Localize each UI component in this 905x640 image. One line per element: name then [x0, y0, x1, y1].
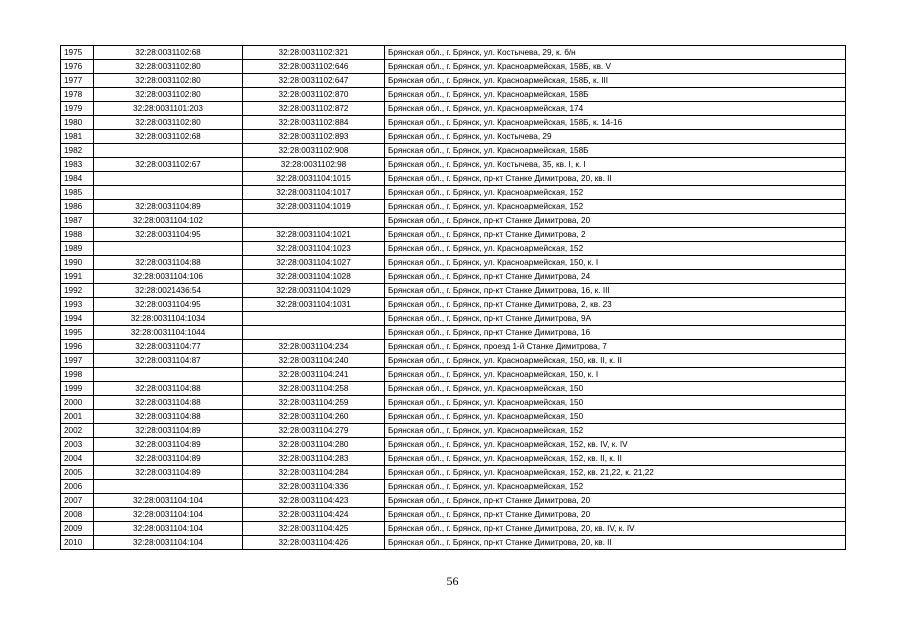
row-number-cell: 2000	[61, 396, 94, 410]
land-plot-number-cell: 32:28:0031104:89	[94, 438, 243, 452]
address-cell: Брянская обл., г. Брянск, ул. Красноармейская, 158Б, к. III	[385, 74, 846, 88]
row-number-cell: 1980	[61, 116, 94, 130]
object-number-cell: 32:28:0031102:908	[243, 144, 385, 158]
table-row	[61, 228, 846, 242]
land-plot-number-cell	[94, 144, 243, 158]
object-number-cell: 32:28:0031104:234	[243, 340, 385, 354]
land-plot-number-cell: 32:28:0031104:88	[94, 396, 243, 410]
object-number-cell: 32:28:0031104:336	[243, 480, 385, 494]
row-number-cell: 1995	[61, 326, 94, 340]
address-cell: Брянская обл., г. Брянск, ул. Красноармейская, 158Б, кв. V	[385, 60, 846, 74]
address-cell: Брянская обл., г. Брянск, ул. Костычева, 29	[385, 130, 846, 144]
row-number-cell: 1988	[61, 228, 94, 242]
table-row	[61, 396, 846, 410]
land-plot-number-cell: 32:28:0031104:102	[94, 214, 243, 228]
address-cell: Брянская обл., г. Брянск, пр-кт Станке Димитрова, 20	[385, 494, 846, 508]
address-cell: Брянская обл., г. Брянск, пр-кт Станке Димитрова, 16	[385, 326, 846, 340]
address-cell: Брянская обл., г. Брянск, ул. Красноармейская, 158Б	[385, 88, 846, 102]
object-number-cell: 32:28:0031102:870	[243, 88, 385, 102]
address-cell: Брянская обл., г. Брянск, ул. Костычева, 35, кв. I, к. I	[385, 158, 846, 172]
row-number-cell: 2007	[61, 494, 94, 508]
table-row	[61, 326, 846, 340]
address-cell: Брянская обл., г. Брянск, ул. Красноармейская, 152, кв. IV, к. IV	[385, 438, 846, 452]
land-plot-number-cell: 32:28:0031104:77	[94, 340, 243, 354]
object-number-cell: 32:28:0031104:240	[243, 354, 385, 368]
row-number-cell: 2006	[61, 480, 94, 494]
table-row	[61, 368, 846, 382]
object-number-cell	[243, 312, 385, 326]
table-row	[61, 60, 846, 74]
row-number-cell: 1992	[61, 284, 94, 298]
row-number-cell: 1979	[61, 102, 94, 116]
row-number-cell: 1996	[61, 340, 94, 354]
table-row	[61, 46, 846, 60]
land-plot-number-cell: 32:28:0031104:106	[94, 270, 243, 284]
object-number-cell: 32:28:0031104:425	[243, 522, 385, 536]
land-plot-number-cell: 32:28:0031104:1044	[94, 326, 243, 340]
address-cell: Брянская обл., г. Брянск, ул. Красноармейская, 152, кв. 21,22, к. 21,22	[385, 466, 846, 480]
object-number-cell: 32:28:0031104:1015	[243, 172, 385, 186]
land-plot-number-cell: 32:28:0031104:104	[94, 494, 243, 508]
object-number-cell: 32:28:0031102:646	[243, 60, 385, 74]
object-number-cell: 32:28:0031104:1029	[243, 284, 385, 298]
land-plot-number-cell: 32:28:0031104:104	[94, 508, 243, 522]
row-number-cell: 1981	[61, 130, 94, 144]
object-number-cell: 32:28:0031104:1021	[243, 228, 385, 242]
table-row	[61, 494, 846, 508]
table-row	[61, 88, 846, 102]
object-number-cell: 32:28:0031104:426	[243, 536, 385, 550]
address-cell: Брянская обл., г. Брянск, ул. Красноармейская, 150, кв. II, к. II	[385, 354, 846, 368]
table-row	[61, 256, 846, 270]
address-cell: Брянская обл., г. Брянск, пр-кт Станке Димитрова, 20, кв. IV, к. IV	[385, 522, 846, 536]
object-number-cell: 32:28:0031104:258	[243, 382, 385, 396]
land-plot-number-cell: 32:28:0031104:104	[94, 522, 243, 536]
address-cell: Брянская обл., г. Брянск, ул. Красноармейская, 152	[385, 480, 846, 494]
land-plot-number-cell: 32:28:0021436:54	[94, 284, 243, 298]
cadastral-table	[60, 45, 846, 550]
land-plot-number-cell: 32:28:0031102:68	[94, 46, 243, 60]
land-plot-number-cell: 32:28:0031102:67	[94, 158, 243, 172]
address-cell: Брянская обл., г. Брянск, ул. Костычева, 29, к. б/н	[385, 46, 846, 60]
table-row	[61, 214, 846, 228]
object-number-cell: 32:28:0031104:260	[243, 410, 385, 424]
row-number-cell: 1984	[61, 172, 94, 186]
address-cell: Брянская обл., г. Брянск, ул. Красноармейская, 174	[385, 102, 846, 116]
object-number-cell: 32:28:0031104:1027	[243, 256, 385, 270]
address-cell: Брянская обл., г. Брянск, ул. Красноармейская, 150, к. I	[385, 256, 846, 270]
object-number-cell	[243, 326, 385, 340]
table-row	[61, 466, 846, 480]
land-plot-number-cell: 32:28:0031104:95	[94, 298, 243, 312]
row-number-cell: 1991	[61, 270, 94, 284]
address-cell: Брянская обл., г. Брянск, ул. Красноармейская, 158Б, к. 14-16	[385, 116, 846, 130]
address-cell: Брянская обл., г. Брянск, ул. Красноармейская, 150, к. I	[385, 368, 846, 382]
row-number-cell: 1993	[61, 298, 94, 312]
object-number-cell: 32:28:0031104:1023	[243, 242, 385, 256]
table-row	[61, 270, 846, 284]
table-row	[61, 186, 846, 200]
object-number-cell: 32:28:0031102:98	[243, 158, 385, 172]
row-number-cell: 1983	[61, 158, 94, 172]
address-cell: Брянская обл., г. Брянск, пр-кт Станке Димитрова, 9А	[385, 312, 846, 326]
table-row	[61, 452, 846, 466]
land-plot-number-cell: 32:28:0031102:80	[94, 88, 243, 102]
address-cell: Брянская обл., г. Брянск, ул. Красноармейская, 150	[385, 396, 846, 410]
table-row	[61, 536, 846, 550]
table-row	[61, 116, 846, 130]
object-number-cell: 32:28:0031104:1031	[243, 298, 385, 312]
land-plot-number-cell: 32:28:0031102:80	[94, 116, 243, 130]
row-number-cell: 1990	[61, 256, 94, 270]
land-plot-number-cell	[94, 172, 243, 186]
row-number-cell: 1978	[61, 88, 94, 102]
land-plot-number-cell	[94, 242, 243, 256]
address-cell: Брянская обл., г. Брянск, ул. Красноармейская, 152, кв. II, к. II	[385, 452, 846, 466]
object-number-cell: 32:28:0031104:1019	[243, 200, 385, 214]
object-number-cell: 32:28:0031102:647	[243, 74, 385, 88]
land-plot-number-cell: 32:28:0031104:87	[94, 354, 243, 368]
row-number-cell: 1982	[61, 144, 94, 158]
land-plot-number-cell: 32:28:0031104:104	[94, 536, 243, 550]
object-number-cell	[243, 214, 385, 228]
land-plot-number-cell: 32:28:0031104:1034	[94, 312, 243, 326]
object-number-cell: 32:28:0031104:424	[243, 508, 385, 522]
table-row	[61, 382, 846, 396]
land-plot-number-cell	[94, 186, 243, 200]
table-row	[61, 340, 846, 354]
land-plot-number-cell: 32:28:0031104:89	[94, 424, 243, 438]
object-number-cell: 32:28:0031104:259	[243, 396, 385, 410]
row-number-cell: 2002	[61, 424, 94, 438]
address-cell: Брянская обл., г. Брянск, ул. Красноармейская, 150	[385, 410, 846, 424]
land-plot-number-cell	[94, 368, 243, 382]
land-plot-number-cell	[94, 480, 243, 494]
table-row	[61, 424, 846, 438]
object-number-cell: 32:28:0031104:284	[243, 466, 385, 480]
table-row	[61, 172, 846, 186]
table-row	[61, 74, 846, 88]
address-cell: Брянская обл., г. Брянск, ул. Красноармейская, 152	[385, 200, 846, 214]
land-plot-number-cell: 32:28:0031102:68	[94, 130, 243, 144]
table-row	[61, 130, 846, 144]
land-plot-number-cell: 32:28:0031104:95	[94, 228, 243, 242]
object-number-cell: 32:28:0031104:279	[243, 424, 385, 438]
object-number-cell: 32:28:0031102:872	[243, 102, 385, 116]
land-plot-number-cell: 32:28:0031104:89	[94, 466, 243, 480]
object-number-cell: 32:28:0031102:893	[243, 130, 385, 144]
table-row	[61, 158, 846, 172]
row-number-cell: 1985	[61, 186, 94, 200]
table-row	[61, 312, 846, 326]
land-plot-number-cell: 32:28:0031101:203	[94, 102, 243, 116]
address-cell: Брянская обл., г. Брянск, ул. Красноармейская, 150	[385, 382, 846, 396]
address-cell: Брянская обл., г. Брянск, ул. Красноармейская, 152	[385, 242, 846, 256]
row-number-cell: 1975	[61, 46, 94, 60]
row-number-cell: 1976	[61, 60, 94, 74]
object-number-cell: 32:28:0031102:884	[243, 116, 385, 130]
page-number: 56	[446, 574, 459, 588]
row-number-cell: 2003	[61, 438, 94, 452]
land-plot-number-cell: 32:28:0031104:88	[94, 410, 243, 424]
address-cell: Брянская обл., г. Брянск, пр-кт Станке Димитрова, 2, кв. 23	[385, 298, 846, 312]
address-cell: Брянская обл., г. Брянск, пр-кт Станке Димитрова, 20	[385, 508, 846, 522]
land-plot-number-cell: 32:28:0031104:89	[94, 452, 243, 466]
row-number-cell: 2001	[61, 410, 94, 424]
object-number-cell: 32:28:0031104:1017	[243, 186, 385, 200]
table-row	[61, 200, 846, 214]
row-number-cell: 1986	[61, 200, 94, 214]
row-number-cell: 1997	[61, 354, 94, 368]
address-cell: Брянская обл., г. Брянск, пр-кт Станке Димитрова, 2	[385, 228, 846, 242]
row-number-cell: 2009	[61, 522, 94, 536]
land-plot-number-cell: 32:28:0031104:88	[94, 256, 243, 270]
table-row	[61, 354, 846, 368]
row-number-cell: 2005	[61, 466, 94, 480]
table-row	[61, 144, 846, 158]
land-plot-number-cell: 32:28:0031104:88	[94, 382, 243, 396]
object-number-cell: 32:28:0031104:1028	[243, 270, 385, 284]
address-cell: Брянская обл., г. Брянск, ул. Красноармейская, 158Б	[385, 144, 846, 158]
table-row	[61, 508, 846, 522]
table-row	[61, 102, 846, 116]
row-number-cell: 2004	[61, 452, 94, 466]
object-number-cell: 32:28:0031102:321	[243, 46, 385, 60]
address-cell: Брянская обл., г. Брянск, пр-кт Станке Димитрова, 16, к. III	[385, 284, 846, 298]
table-row	[61, 410, 846, 424]
land-plot-number-cell: 32:28:0031102:80	[94, 74, 243, 88]
table-body	[61, 46, 846, 550]
address-cell: Брянская обл., г. Брянск, пр-кт Станке Димитрова, 20	[385, 214, 846, 228]
object-number-cell: 32:28:0031104:280	[243, 438, 385, 452]
object-number-cell: 32:28:0031104:283	[243, 452, 385, 466]
row-number-cell: 1989	[61, 242, 94, 256]
table-row	[61, 284, 846, 298]
row-number-cell: 1999	[61, 382, 94, 396]
table-row	[61, 298, 846, 312]
address-cell: Брянская обл., г. Брянск, пр-кт Станке Димитрова, 20, кв. II	[385, 172, 846, 186]
object-number-cell: 32:28:0031104:241	[243, 368, 385, 382]
address-cell: Брянская обл., г. Брянск, пр-кт Станке Димитрова, 20, кв. II	[385, 536, 846, 550]
row-number-cell: 1987	[61, 214, 94, 228]
table-row	[61, 480, 846, 494]
row-number-cell: 2010	[61, 536, 94, 550]
row-number-cell: 1977	[61, 74, 94, 88]
address-cell: Брянская обл., г. Брянск, ул. Красноармейская, 152	[385, 186, 846, 200]
land-plot-number-cell: 32:28:0031102:80	[94, 60, 243, 74]
address-cell: Брянская обл., г. Брянск, проезд 1-й Станке Димитрова, 7	[385, 340, 846, 354]
row-number-cell: 1994	[61, 312, 94, 326]
address-cell: Брянская обл., г. Брянск, ул. Красноармейская, 152	[385, 424, 846, 438]
object-number-cell: 32:28:0031104:423	[243, 494, 385, 508]
address-cell: Брянская обл., г. Брянск, пр-кт Станке Димитрова, 24	[385, 270, 846, 284]
land-plot-number-cell: 32:28:0031104:89	[94, 200, 243, 214]
table-row	[61, 242, 846, 256]
table-row	[61, 522, 846, 536]
row-number-cell: 2008	[61, 508, 94, 522]
row-number-cell: 1998	[61, 368, 94, 382]
table-row	[61, 438, 846, 452]
